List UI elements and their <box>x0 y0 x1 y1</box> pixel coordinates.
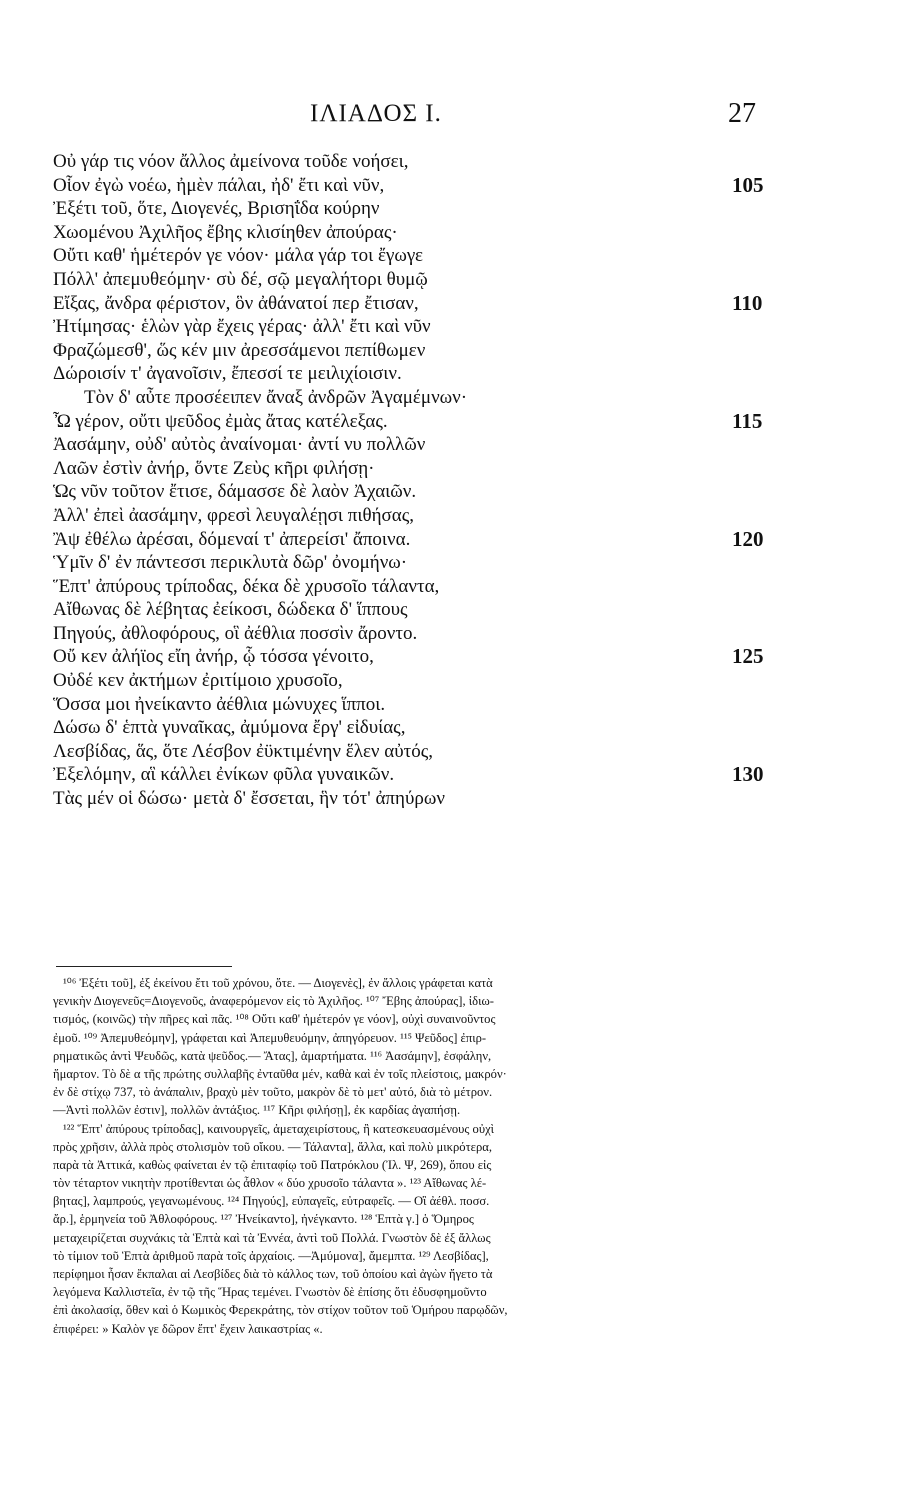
verse-text: Οὔτι καθ' ἡμέτερόν γε νόον· μάλα γάρ τοι ἔγωγε <box>53 245 423 267</box>
line-number: 120 <box>732 526 764 551</box>
footnote-line: ἐπὶ ἀκολασίᾳ, ὅθεν καὶ ὁ Κωμικὸς Φερεκράτης, τὸν στίχον τοῦτον τοῦ Ὁμήρου παρῳδῶν, <box>53 1303 508 1318</box>
verse-line <box>0 457 901 481</box>
verse-text: Δώροισίν τ' ἀγανοῖσιν, ἔπεσσί τε μειλιχίοισιν. <box>53 363 402 385</box>
verse-text: Ἐξέτι τοῦ, ὅτε, Διογενές, Βρισηΐδα κούρην <box>53 198 380 220</box>
line-number: 110 <box>732 290 763 315</box>
verse-text: Ὅσσα μοι ἠνείκαντο ἀέθλια μώνυχες ἵπποι. <box>53 693 386 715</box>
verse-line <box>0 763 901 787</box>
verse-text: Τὸν δ' αὖτε προσέειπεν ἄναξ ἀνδρῶν Ἀγαμέμνων· <box>84 386 468 408</box>
verse-text: Ὑμῖν δ' ἐν πάντεσσι περικλυτὰ δῶρ' ὀνομήνω· <box>53 552 408 574</box>
verse-line <box>0 433 901 457</box>
footnote-line: παρὰ τὰ Ἀττικά, καθὼς φαίνεται ἐν τῷ ἐπιταφίῳ τοῦ Πατρόκλου (Ἰλ. Ψ, 269), ὅπου εἰς <box>53 1157 492 1172</box>
verse-line <box>0 268 901 292</box>
footnote-line: ¹²² Ἕπτ' ἀπύρους τρίποδας], καινουργεῖς, ἀμεταχειρίστους, ἢ κατεσκευασμένους οὐχὶ <box>63 1121 495 1136</box>
line-number: 130 <box>732 762 764 787</box>
verse-line <box>0 787 901 811</box>
verse-text: Πόλλ' ἀπεμυθεόμην· σὺ δέ, σῷ μεγαλήτορι θυμῷ <box>53 268 428 290</box>
running-head <box>0 100 901 140</box>
line-number: 125 <box>732 644 764 669</box>
footnote-line: βητας], λαμπρούς, γεγανωμένους. ¹²⁴ Πηγούς], εὐπαγεῖς, εὐτραφεῖς. — Οἳ ἀέθλ. ποσσ. <box>53 1194 490 1209</box>
footnote-line: τισμός, (κοινῶς) τὴν πῆρες καὶ πᾶς. ¹⁰⁸ Οὔτι καθ' ἡμέτερόν γε νόον], οὐχὶ συναινοῦντος <box>53 1012 496 1027</box>
verse-line <box>0 362 901 386</box>
verse-text: Τὰς μέν οἱ δώσω· μετὰ δ' ἔσσεται, ἣν τότ' ἀπηύρων <box>53 788 445 810</box>
verse-line <box>0 528 901 552</box>
verse-line <box>0 197 901 221</box>
verse-text: Φραζώμεσθ', ὥς κέν μιν ἀρεσσάμενοι πεπίθωμεν <box>53 339 426 361</box>
verse-text: Ὦ γέρον, οὔτι ψεῦδος ἐμὰς ἄτας κατέλεξας. <box>53 410 388 432</box>
verse-text: Οὐδέ κεν ἀκτήμων ἐριτίμοιο χρυσοῖο, <box>53 670 343 692</box>
line-number: 115 <box>732 408 763 433</box>
verse-line <box>0 645 901 669</box>
footnote-line: τὸν τέταρτον νικητὴν προτίθενται ὡς ἆθλον « δύο χρυσοῖο τάλαντα ». ¹²³ Αἴθωνας λέ- <box>53 1176 487 1191</box>
verse-text: Πηγούς, ἀθλοφόρους, οἳ ἀέθλια ποσσὶν ἄροντο. <box>53 622 418 644</box>
footnote-line: —Ἀντὶ πολλῶν ἐστιν], πολλῶν ἀντάξιος. ¹¹⁷ Κῆρι φιλήσῃ], ἐκ καρδίας ἀγαπήσῃ. <box>53 1103 461 1118</box>
footnote-line: μεταχειρίζεται συχνάκις τὰ Ἑπτὰ καὶ τὰ Ἐννέα, ἀντὶ τοῦ Πολλά. Γνωστὸν δὲ ἐξ ἄλλως <box>53 1230 491 1245</box>
verse-line <box>0 622 901 646</box>
verse-line <box>0 551 901 575</box>
verse-text: Οὐ γάρ τις νόον ἄλλος ἀμείνονα τοῦδε νοήσει, <box>53 151 409 172</box>
verse-line <box>0 693 901 717</box>
footnote-line: λεγόμενα Καλλιστεῖα, ἐν τῷ τῆς Ἥρας τεμένει. Γνωστὸν δὲ ἐπίσης ὅτι ἐδυσφημοῦντο <box>53 1285 487 1300</box>
running-title: ΙΛΙΑΔΟΣ Ι. <box>310 100 442 127</box>
verse-line <box>0 740 901 764</box>
verse-line <box>0 598 901 622</box>
verse-text: Ἀασάμην, οὐδ' αὐτὸς ἀναίνομαι· ἀντί νυ πολλῶν <box>53 434 426 456</box>
verse-text: Ἐξελόμην, αἳ κάλλει ἐνίκων φῦλα γυναικῶν. <box>53 764 395 786</box>
verse-text: Λαῶν ἐστὶν ἀνήρ, ὅντε Ζεὺς κῆρι φιλήσῃ· <box>53 457 375 479</box>
verse-line <box>0 244 901 268</box>
footnote-line: ἐν δὲ στίχῳ 737, τὸ ἀνάπαλιν, βραχὺ μὲν τοῦτο, μακρὸν δὲ τὸ μετ' αὐτό, διὰ τὸ μέτρον. <box>53 1085 493 1100</box>
verse-text: Λεσβίδας, ἅς, ὅτε Λέσβον ἐϋκτιμένην ἕλεν αὐτός, <box>53 740 434 762</box>
footnote-line: ¹⁰⁶ Ἐξέτι τοῦ], ἐξ ἐκείνου ἔτι τοῦ χρόνου, ὅτε. — Διογενὲς], ἐν ἄλλοις γράφεται κατὰ <box>63 976 493 990</box>
footnote-rule <box>56 966 232 967</box>
footnote-line: ἥμαρτον. Τὸ δὲ α τῆς πρώτης συλλαβῆς ἐνταῦθα μέν, καθὰ καὶ ἐν τοῖς πλείστοις, μακρόν· <box>53 1066 507 1081</box>
footnote-block <box>53 974 783 1338</box>
footnote-line: ἐπιφέρει: » Καλὸν γε δῶρον ἔπτ' ἔχειν λαικαστρίας «. <box>53 1321 323 1336</box>
verse-text: Οὔ κεν ἀλήϊος εἴη ἀνήρ, ᾧ τόσσα γένοιτο, <box>53 646 374 668</box>
verse-text: Χωομένου Ἀχιλῆος ἔβης κλισίηθεν ἀπούρας· <box>53 221 398 243</box>
verse-line <box>0 339 901 363</box>
verse-text: Ὡς νῦν τοῦτον ἔτισε, δάμασσε δὲ λαὸν Ἀχαιῶν. <box>53 481 417 503</box>
verse-text: Ἠτίμησας· ἑλὼν γὰρ ἔχεις γέρας· ἀλλ' ἔτι καὶ νῦν <box>53 316 431 338</box>
verse-line <box>0 386 901 410</box>
page-number: 27 <box>728 98 756 129</box>
footnote-line: γενικὴν Διογενεῦς=Διογενοῦς, ἀναφερόμενον εἰς τὸ Ἀχιλῆος. ¹⁰⁷ Ἔβης ἀπούρας], ἰδιω- <box>53 994 494 1009</box>
verse-line <box>0 174 901 198</box>
verse-text: Οἷον ἐγὼ νοέω, ἠμὲν πάλαι, ἠδ' ἔτι καὶ νῦν, <box>53 174 385 196</box>
verse-block <box>0 150 901 811</box>
verse-line <box>0 315 901 339</box>
verse-line <box>0 575 901 599</box>
verse-text: Δώσω δ' ἑπτὰ γυναῖκας, ἀμύμονα ἔργ' εἰδυίας, <box>53 717 406 739</box>
footnote-line: ἄρ.], ἑρμηνεία τοῦ Ἀθλοφόρους. ¹²⁷ Ἠνείκαντο], ἠνέγκαντο. ¹²⁸ Ἑπτὰ γ.] ὁ Ὅμηρος <box>53 1212 474 1227</box>
footnote-line: ρηματικῶς ἀντὶ Ψευδῶς, κατὰ ψεῦδος.— Ἄτας], ἁμαρτήματα. ¹¹⁶ Ἀασάμην], ἐσφάλην, <box>53 1048 492 1063</box>
verse-text: Εἴξας, ἄνδρα φέριστον, ὃν ἀθάνατοί περ ἔτισαν, <box>53 292 419 314</box>
line-number: 105 <box>732 172 764 197</box>
verse-line <box>0 716 901 740</box>
verse-text: Ἕπτ' ἀπύρους τρίποδας, δέκα δὲ χρυσοῖο τάλαντα, <box>53 575 440 597</box>
verse-line <box>0 410 901 434</box>
verse-line <box>0 221 901 245</box>
verse-line <box>0 292 901 316</box>
footnote-line: τὸ τίμιον τοῦ Ἑπτὰ ἀριθμοῦ παρὰ τοῖς ἀρχαίοις. —Ἀμύμονα], ἄμεμπτα. ¹²⁹ Λεσβίδας], <box>53 1248 489 1263</box>
verse-text: Ἂψ ἐθέλω ἀρέσαι, δόμεναί τ' ἀπερείσι' ἄποινα. <box>53 528 411 550</box>
footnote-line: πρὸς χρῆσιν, ἀλλὰ πρὸς στολισμὸν τοῦ οἴκου. — Τάλαντα], ἄλλα, καὶ πολὺ μικρότερα, <box>53 1139 492 1154</box>
footnote-line: περίφημοι ἦσαν ἔκπαλαι αἱ Λεσβίδες διὰ τὸ κάλλος των, τοῦ ὁποίου καὶ ἀγὼν ἤγετο τὰ <box>53 1267 493 1281</box>
verse-text: Αἴθωνας δὲ λέβητας ἐείκοσι, δώδεκα δ' ἵππους <box>53 599 408 621</box>
verse-line <box>0 504 901 528</box>
verse-text: Ἀλλ' ἐπεὶ ἀασάμην, φρεσὶ λευγαλέῃσι πιθήσας, <box>53 504 414 526</box>
verse-line <box>0 150 901 174</box>
verse-line <box>0 480 901 504</box>
verse-line <box>0 669 901 693</box>
footnote-line: ἐμοῦ. ¹⁰⁹ Ἀπεμυθεόμην], γράφεται καὶ Ἀπεμυθευόμην, ἀπηγόρευον. ¹¹⁵ Ψεῦδος] ἐπιρ- <box>53 1030 487 1045</box>
